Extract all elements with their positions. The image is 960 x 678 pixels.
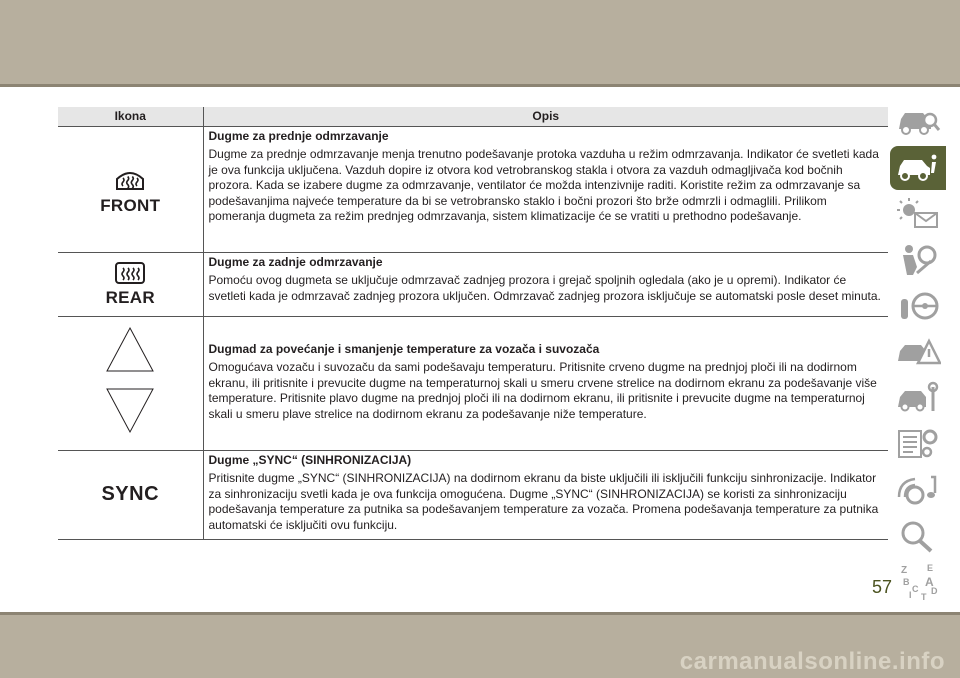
- warning-lights-icon: [895, 197, 941, 231]
- index-letter: D: [931, 586, 938, 596]
- header-icon: Ikona: [58, 107, 203, 126]
- sync-label: SYNC: [101, 482, 160, 505]
- tab-warning-lights[interactable]: [890, 192, 946, 236]
- table-row: [58, 316, 888, 450]
- tab-index[interactable]: [890, 560, 946, 604]
- safety-airbag-icon: [895, 243, 941, 277]
- index-letter: C: [912, 584, 919, 594]
- car-search-icon: [895, 105, 941, 139]
- index-letter: B: [903, 577, 910, 587]
- rear-label: REAR: [105, 288, 155, 308]
- tab-car-search[interactable]: [890, 100, 946, 144]
- description-cell: [203, 252, 888, 316]
- tab-technical-specs[interactable]: [890, 422, 946, 466]
- tab-starting-driving[interactable]: [890, 284, 946, 328]
- emergency-icon: [895, 335, 941, 369]
- control-description-table: [58, 107, 888, 540]
- index-letter: T: [921, 592, 927, 602]
- table-header-row: [58, 107, 888, 126]
- index-letter: Z: [901, 565, 908, 576]
- front-defrost-graphic: [115, 169, 145, 193]
- table-row: [58, 126, 888, 252]
- starting-driving-icon: [895, 289, 941, 323]
- icon-cell: [58, 450, 203, 539]
- row-title: Dugme „SYNC“ (SINHRONIZACIJA): [208, 452, 412, 467]
- header-description: Opis: [203, 107, 888, 126]
- row-title: Dugmad za povećanje i smanjenje temperature za vozača i suvozača: [208, 341, 600, 356]
- temperature-up-down-icon: [58, 326, 203, 441]
- tab-multimedia[interactable]: [890, 468, 946, 512]
- index-icon: [895, 562, 941, 602]
- table-row: [58, 450, 888, 539]
- row-title: Dugme za prednje odmrzavanje: [208, 128, 389, 143]
- index-letter: E: [927, 563, 934, 573]
- chapter-sidebar: [890, 100, 946, 606]
- index-letter: I: [909, 590, 912, 600]
- temperature-triangles-graphic: [105, 326, 155, 436]
- index-letter: A: [925, 575, 934, 589]
- icon-cell: [58, 316, 203, 450]
- row-text: Dugme za prednje odmrzavanje menja trenutno podešavanje protoka vazduha u režim odmrzavanja. Indikator će svetleti kada je ova funkcija uključena. Vazduh dopire iz otvora kod vetrobranskog stakla i otvora za vazduh odmagljivača kod bočnih prozora. Kada se izabere dugme za odmrzavanje, ventilator će možda intenzivnije raditi. Koristite režim za odmrzavanje sa podešavanjima najveće temperature da bi se vetrobransko staklo i bočni prozori što brže odmrzli i odmaglili. Prilikom pomeranja dugmeta za režim prednjeg odmrzavanja, sistem klimatizacije će se vratiti u prethodno podešavanje.: [208, 147, 879, 223]
- tab-safety[interactable]: [890, 238, 946, 282]
- rear-defrost-icon: [58, 261, 203, 308]
- table-row: [58, 252, 888, 316]
- car-info-icon: [895, 151, 941, 185]
- row-title: Dugme za zadnje odmrzavanje: [208, 254, 383, 269]
- watermark: carmanualsonline.info: [679, 648, 945, 675]
- technical-specs-icon: [895, 427, 941, 461]
- row-text: Pomoću ovog dugmeta se uključuje odmrzavač zadnjeg prozora i grejač spoljnih ogledala (ako je u opremi). Indikator će svetleti kada je odmrzavač zadnjeg prozora uključen. Odmrzavač zadnjeg prozora isključuje se automatski posle deset minuta.: [208, 273, 881, 303]
- search-icon: [895, 519, 941, 553]
- top-divider: [0, 84, 960, 87]
- icon-cell: [58, 126, 203, 252]
- row-text: Pritisnite dugme „SYNC“ (SINHRONIZACIJA) na dodirnom ekranu da biste uključili ili isključili funkciju sinhronizacije. Indikator za sinhronizaciju svetli kada je ova funkcija omogućena. Dugme „SYNC“ (SINHRONIZACIJA) se koristi za sinhronizaciju podešavanja temperature za putnika sa podešavanjem temperature za vozača. Promena podešavanja temperature za putnika automatski će isključiti ovu funkciju.: [208, 471, 879, 532]
- tab-search[interactable]: [890, 514, 946, 558]
- tab-emergency[interactable]: [890, 330, 946, 374]
- tab-service[interactable]: [890, 376, 946, 420]
- description-cell: [203, 126, 888, 252]
- service-maintenance-icon: [895, 381, 941, 415]
- page-number: 57: [871, 577, 892, 597]
- front-label: FRONT: [100, 196, 161, 216]
- top-decor-band: [0, 0, 960, 84]
- front-defrost-icon: [58, 163, 203, 216]
- row-text: Omogućava vozaču i suvozaču da sami podešavaju temperaturu. Pritisnite crveno dugme na prednjoj ploči ili na dodirnom ekranu, ili pritisnite i prevucite dugme na temperaturnoj skali u smeru crvene strelice na dodirnom ekranu za podešavanje više temperature. Pritisnite plavo dugme na prednjoj ploči ili na dodirnom ekranu, ili pritisnite i prevucite dugme na temperaturnoj skali u smeru plave strelice na dodirnom ekranu za podešavanje niže temperature.: [208, 360, 877, 421]
- description-cell: [203, 450, 888, 539]
- rear-defrost-graphic: [114, 261, 146, 285]
- tab-car-info[interactable]: [890, 146, 946, 190]
- icon-cell: [58, 252, 203, 316]
- description-cell: [203, 316, 888, 450]
- multimedia-icon: [895, 473, 941, 507]
